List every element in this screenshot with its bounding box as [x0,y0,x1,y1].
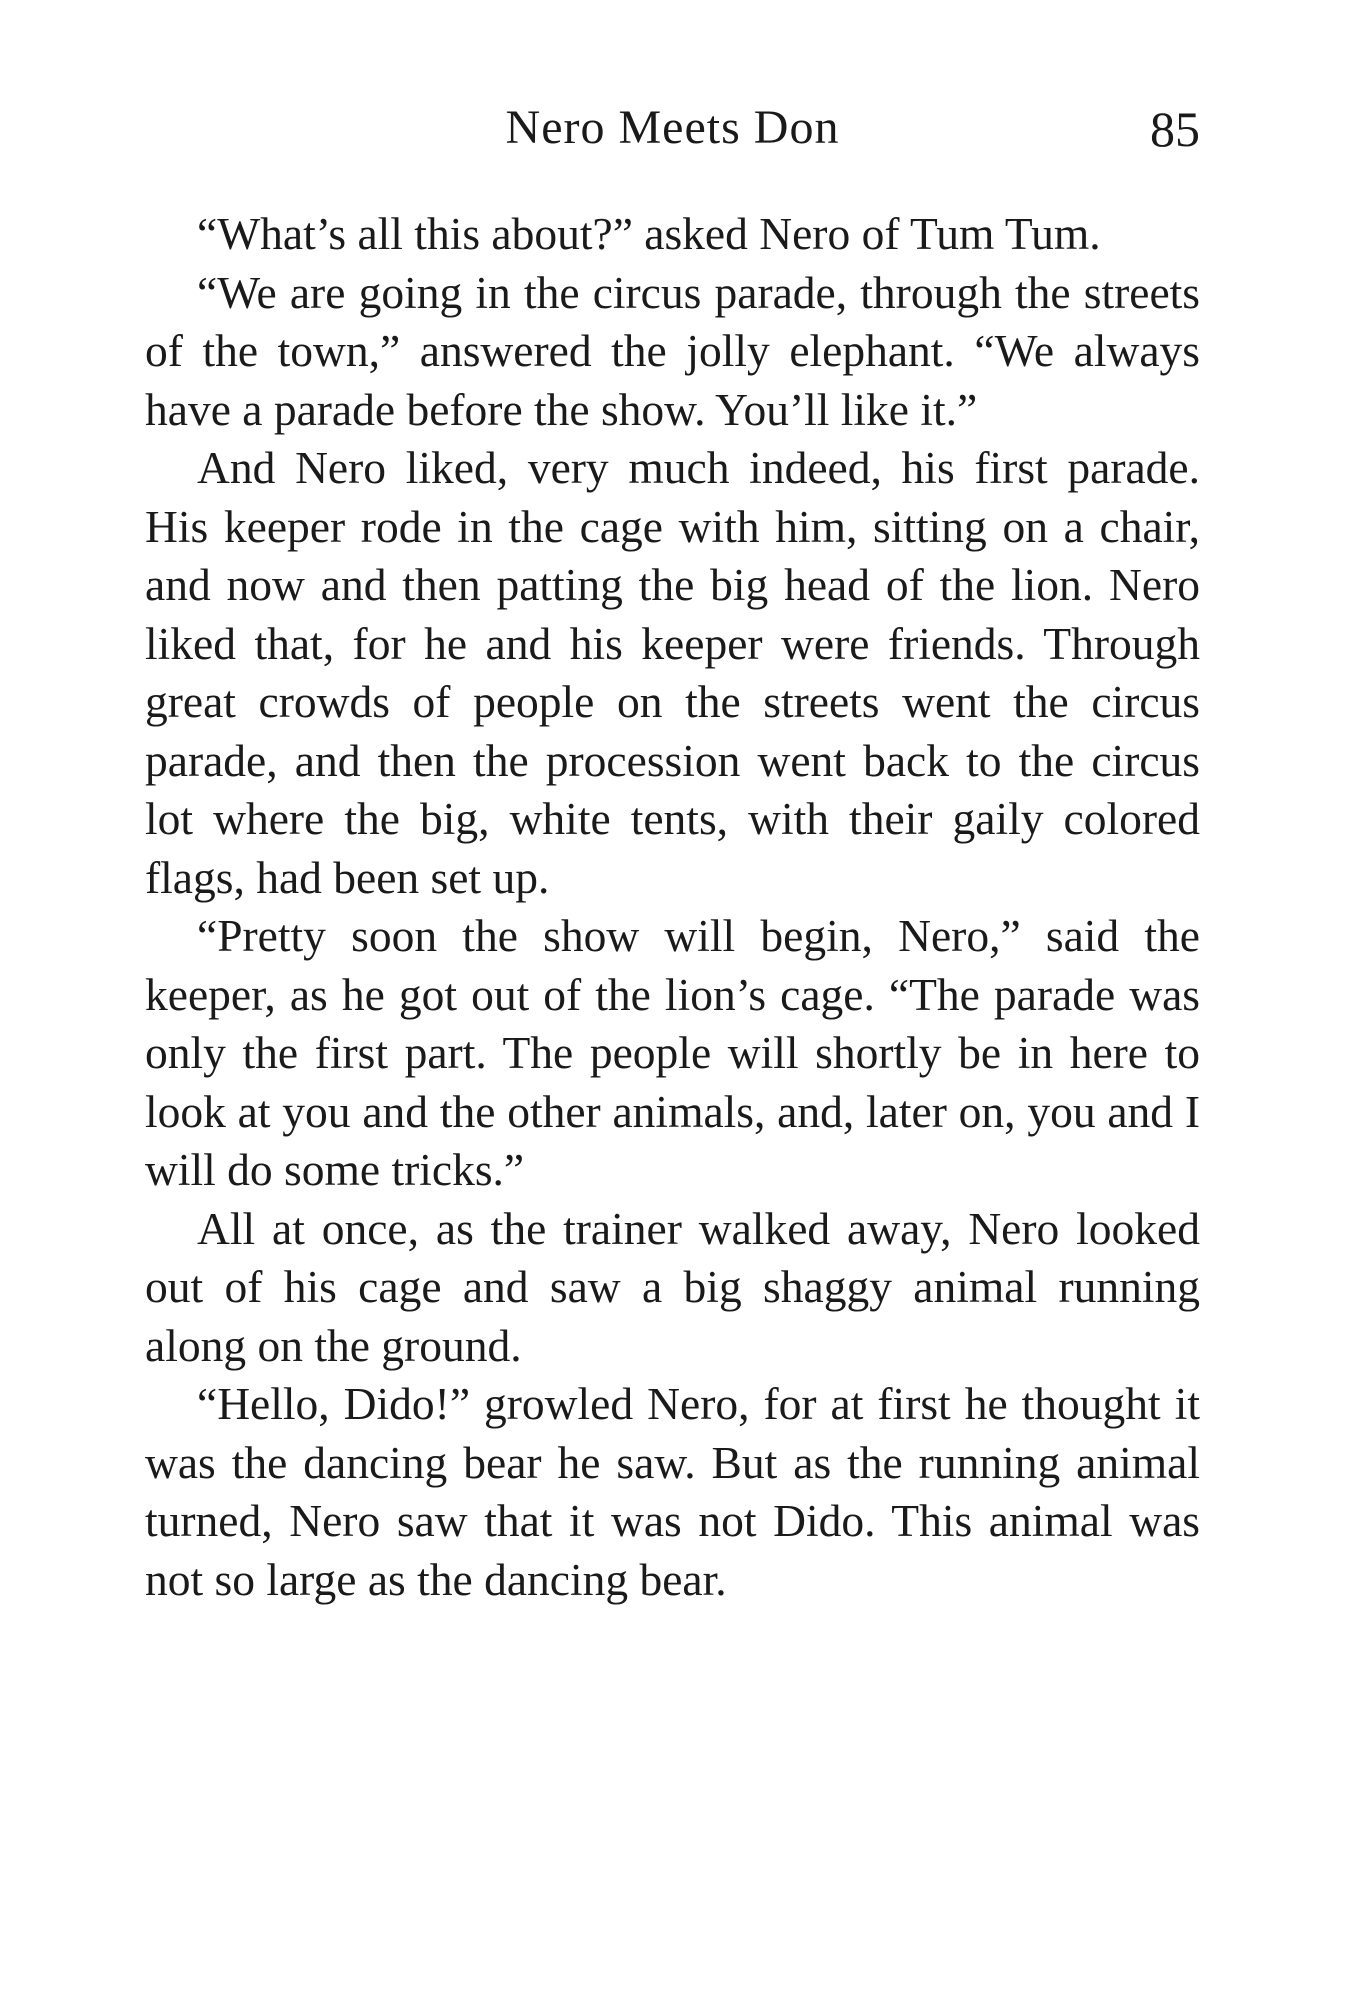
paragraph: “We are going in the circus parade, through the streets of the town,” answered the jolly elephant. “We always have a parade before the show. You’ll like it.” [145,266,1200,435]
body-text [145,205,1200,1609]
paragraph: “Pretty soon the show will begin, Nero,” said the keeper, as he got out of the lion’s cage. “The parade was only the first part. The people will shortly be in here to look at you and the other animals, and, later on, you and I will do some tricks.” [145,910,1200,1195]
page-number: 85 [1150,101,1200,157]
paragraph: All at once, as the trainer walked away, Nero looked out of his cage and saw a big shaggy animal running along on the ground. [145,1202,1200,1371]
paragraph: And Nero liked, very much indeed, his first parade. His keeper rode in the cage with him, sitting on a chair, and now and then patting the big head of the lion. Nero liked that, for he and his keeper were friends. Through great crowds of people on the streets went the circus parade, and then the procession went back to the circus lot where the big, white tents, with their gaily colored flags, had been set up. [145,442,1200,903]
chapter-title: Nero Meets Don [505,101,840,154]
paragraph: “Hello, Dido!” growled Nero, for at first he thought it was the dancing bear he saw. But as the running animal turned, Nero saw that it was not Dido. This animal was not so large as the dancing bear. [145,1378,1200,1605]
paragraph: “What’s all this about?” asked Nero of Tum Tum. [197,208,1101,259]
running-head [145,100,1200,170]
